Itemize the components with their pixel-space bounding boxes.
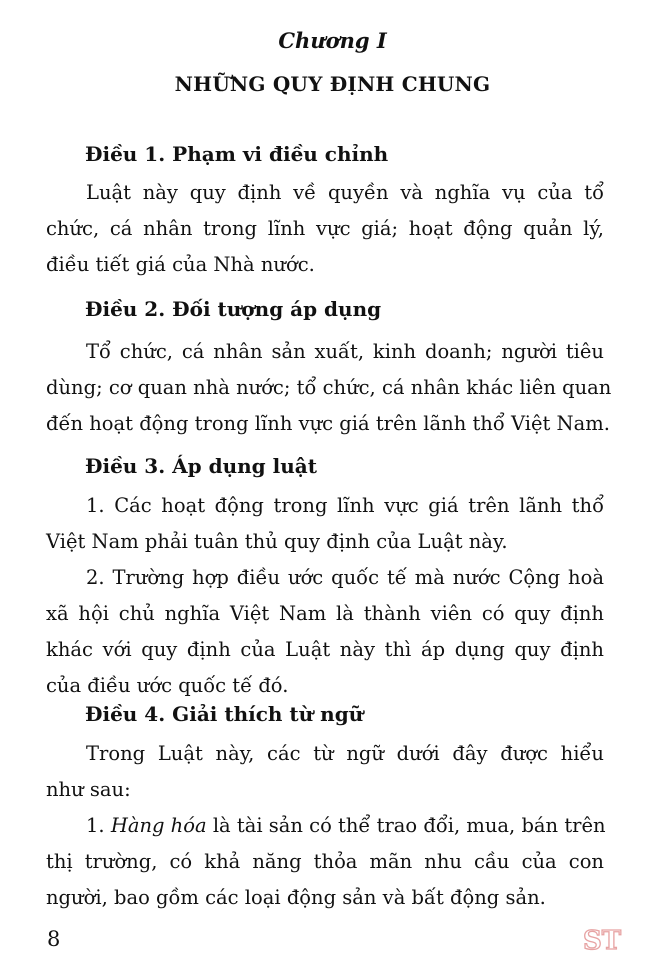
- definition-text: là tài sản có thể trao đổi, mua, bán trên: [212, 814, 606, 837]
- text-line: dùng; cơ quan nhà nước; tổ chức, cá nhân khác liên quan: [46, 376, 612, 399]
- text-line: thị trường, có khả năng thỏa mãn nhu cầu của con: [46, 850, 604, 873]
- text-line: 1. Các hoạt động trong lĩnh vực giá trên lãnh thổ: [86, 494, 604, 517]
- article-2-body: [46, 334, 612, 442]
- text-line: điều tiết giá của Nhà nước.: [46, 253, 315, 276]
- definition-number: 1.: [86, 814, 105, 837]
- text-line: đến hoạt động trong lĩnh vực giá trên lãnh thổ Việt Nam.: [46, 412, 610, 435]
- text-line: chức, cá nhân trong lĩnh vực giá; hoạt động quản lý,: [46, 217, 604, 240]
- text-line: xã hội chủ nghĩa Việt Nam là thành viên có quy định: [46, 602, 604, 625]
- article-2-heading: Điều 2. Đối tượng áp dụng: [85, 297, 382, 321]
- text-line: người, bao gồm các loại động sản và bất động sản.: [46, 886, 546, 909]
- article-1-body: [46, 175, 604, 283]
- text-line: khác với quy định của Luật này thì áp dụng quy định: [46, 638, 604, 661]
- defined-term: Hàng hóa: [110, 814, 207, 837]
- article-4-heading: Điều 4. Giải thích từ ngữ: [85, 702, 364, 726]
- chapter-label: Chương I: [278, 28, 387, 53]
- text-line: như sau:: [46, 778, 131, 801]
- article-4-body: [46, 736, 604, 916]
- publisher-logo-text: ST: [582, 926, 622, 956]
- text-line: Tổ chức, cá nhân sản xuất, kinh doanh; người tiêu: [86, 340, 604, 363]
- text-line: Việt Nam phải tuân thủ quy định của Luật này.: [46, 530, 508, 553]
- article-1-heading: Điều 1. Phạm vi điều chỉnh: [85, 142, 389, 166]
- definition-1-line: [46, 808, 604, 844]
- text-line: của điều ước quốc tế đó.: [46, 674, 289, 697]
- page-number: 8: [47, 927, 61, 951]
- publisher-logo-icon: [582, 922, 622, 956]
- text-line: Trong Luật này, các từ ngữ dưới đây được hiểu: [86, 742, 604, 765]
- article-3-body: [46, 488, 604, 704]
- text-line: Luật này quy định về quyền và nghĩa vụ của tổ: [86, 181, 604, 204]
- text-line: 2. Trường hợp điều ước quốc tế mà nước Cộng hoà: [86, 566, 604, 589]
- article-3-heading: Điều 3. Áp dụng luật: [85, 454, 317, 478]
- chapter-title: NHỮNG QUY ĐỊNH CHUNG: [174, 72, 491, 96]
